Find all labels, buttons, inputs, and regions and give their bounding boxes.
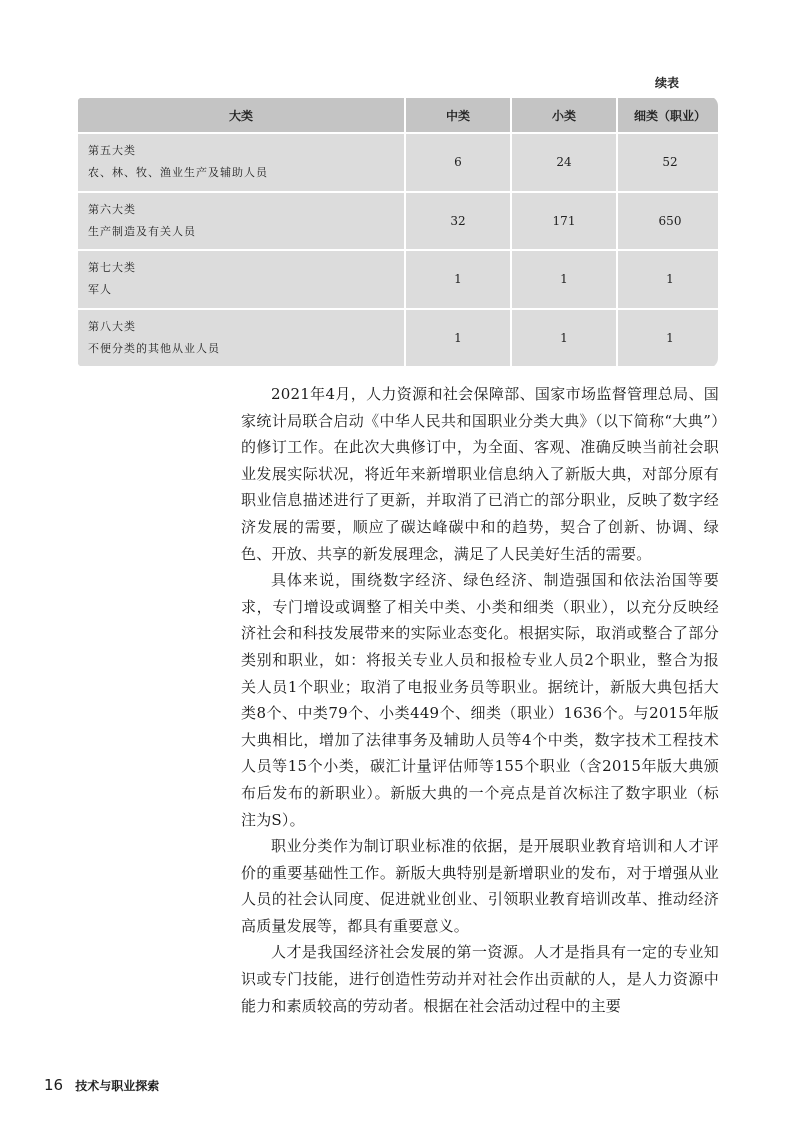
table-row bbox=[78, 193, 718, 250]
mid-count: 1 bbox=[406, 251, 510, 308]
category-cell bbox=[78, 251, 404, 308]
occupation-table bbox=[76, 96, 718, 368]
category-title: 第五大类 bbox=[88, 144, 136, 158]
category-title: 第七大类 bbox=[88, 261, 136, 275]
small-count: 171 bbox=[512, 193, 616, 250]
header-mid-class: 中类 bbox=[406, 98, 510, 132]
mid-count: 1 bbox=[406, 310, 510, 367]
page-footer bbox=[44, 1076, 159, 1094]
fine-count: 650 bbox=[618, 193, 718, 250]
category-title: 第八大类 bbox=[88, 319, 136, 333]
book-title: 技术与职业探索 bbox=[75, 1079, 160, 1093]
category-cell bbox=[78, 310, 404, 367]
mid-count: 6 bbox=[406, 134, 510, 191]
body-text bbox=[241, 381, 719, 1019]
category-subtitle: 生产制造及有关人员 bbox=[88, 224, 196, 238]
header-major-class: 大类 bbox=[78, 98, 404, 132]
paragraph: 2021年4月，人力资源和社会保障部、国家市场监督管理总局、国家统计局联合启动《中华人民共和国职业分类大典》（以下简称“大典”）的修订工作。在此次大典修订中，为全面、客观、准确反映当前社会职业发展实际状况，将近年来新增职业信息纳入了新版大典，对部分原有职业信息描述进行了更新，并取消了已消亡的部分职业，反映了数字经济发展的需要，顺应了碳达峰碳中和的趋势，契合了创新、协调、绿色、开放、共享的新发展理念，满足了人民美好生活的需要。 bbox=[241, 385, 719, 563]
category-cell bbox=[78, 134, 404, 191]
category-title: 第六大类 bbox=[88, 202, 136, 216]
small-count: 24 bbox=[512, 134, 616, 191]
header-small-class: 小类 bbox=[512, 98, 616, 132]
category-subtitle: 农、林、牧、渔业生产及辅助人员 bbox=[88, 166, 268, 180]
continued-label: 续表 bbox=[655, 76, 680, 90]
category-subtitle: 军人 bbox=[88, 283, 112, 297]
table-row bbox=[78, 251, 718, 308]
table-row bbox=[78, 134, 718, 191]
category-subtitle: 不便分类的其他从业人员 bbox=[88, 341, 220, 355]
paragraph: 人才是我国经济社会发展的第一资源。人才是指具有一定的专业知识或专门技能，进行创造性劳动并对社会作出贡献的人，是人力资源中能力和素质较高的劳动者。根据在社会活动过程中的主要 bbox=[241, 943, 719, 1015]
paragraph: 具体来说，围绕数字经济、绿色经济、制造强国和依法治国等要求，专门增设或调整了相关中类、小类和细类（职业），以充分反映经济社会和科技发展带来的实际业态变化。根据实际，取消或整合了部分类别和职业，如：将报关专业人员和报检专业人员2个职业，整合为报关人员1个职业；取消了电报业务员等职业。据统计，新版大典包括大类8个、中类79个、小类449个、细类（职业）1636个。与2015年版大典相比，增加了法律事务及辅助人员等4个中类，数字技术工程技术人员等15个小类，碳汇计量评估师等155个职业（含2015年版大典颁布后发布的新职业）。新版大典的一个亮点是首次标注了数字职业（标注为S）。 bbox=[241, 571, 719, 829]
page-number: 16 bbox=[44, 1076, 64, 1094]
small-count: 1 bbox=[512, 310, 616, 367]
fine-count: 1 bbox=[618, 310, 718, 367]
header-fine-class: 细类（职业） bbox=[618, 98, 718, 132]
fine-count: 1 bbox=[618, 251, 718, 308]
category-cell bbox=[78, 193, 404, 250]
small-count: 1 bbox=[512, 251, 616, 308]
table-row bbox=[78, 310, 718, 367]
mid-count: 32 bbox=[406, 193, 510, 250]
paragraph: 职业分类作为制订职业标准的依据，是开展职业教育培训和人才评价的重要基础性工作。新版大典特别是新增职业的发布，对于增强从业人员的社会认同度、促进就业创业、引领职业教育培训改革、推动经济高质量发展等，都具有重要意义。 bbox=[241, 837, 719, 935]
fine-count: 52 bbox=[618, 134, 718, 191]
